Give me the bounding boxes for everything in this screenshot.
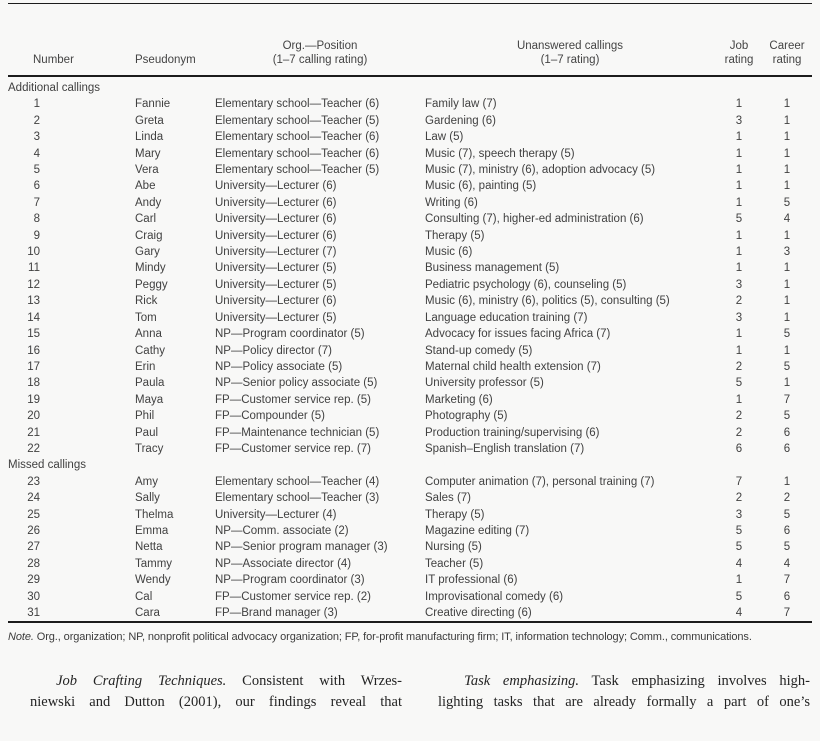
column-header-org-position [215, 40, 425, 67]
table-row [8, 277, 812, 293]
cell-pseudonym: Paula [135, 377, 165, 390]
cell-org-position: University—Lecturer (6) [215, 229, 337, 242]
table-row [8, 589, 812, 605]
cell-unanswered-callings: Music (6), ministry (6), politics (5), consulting (5) [425, 295, 670, 308]
cell-job-rating: 2 [735, 492, 743, 505]
cell-number [8, 146, 135, 162]
column-header-career-rating [763, 40, 811, 67]
table-row [8, 572, 812, 588]
cell-pseudonym: Fannie [135, 98, 171, 111]
cell-career-rating: 1 [783, 98, 791, 111]
cell-pseudonym: Abe [135, 180, 156, 193]
cell-pseudonym: Rick [135, 295, 158, 308]
row-number: 16 [27, 344, 40, 357]
cell-career-rating: 6 [783, 590, 791, 603]
cell-number [8, 556, 135, 572]
cell-unanswered-callings: Writing (6) [425, 196, 478, 209]
table-row [8, 129, 812, 145]
cell-job-rating: 1 [735, 98, 743, 111]
table-row [8, 408, 812, 424]
cell-career-rating: 1 [783, 147, 791, 160]
table-note [8, 630, 812, 645]
cell-unanswered-callings: Therapy (5) [425, 229, 485, 242]
cell-org-position: University—Lecturer (4) [215, 508, 337, 521]
cell-org-position: FP—Customer service rep. (2) [215, 590, 371, 603]
row-number: 20 [27, 410, 40, 423]
cell-number [8, 211, 135, 227]
section-label: Missed callings [8, 459, 86, 472]
cell-pseudonym: Craig [135, 229, 163, 242]
cell-career-rating: 6 [783, 442, 791, 455]
cell-pseudonym: Emma [135, 524, 169, 537]
cell-job-rating: 3 [735, 114, 743, 127]
cell-job-rating: 2 [735, 360, 743, 373]
cell-number [8, 408, 135, 424]
cell-pseudonym: Amy [135, 475, 158, 488]
cell-number [8, 441, 135, 457]
paragraph-line: niewski and Dutton (2001), our findings reveal that [30, 694, 402, 711]
table-row [8, 162, 812, 178]
table-row [8, 211, 812, 227]
cell-pseudonym: Anna [135, 328, 162, 341]
cell-org-position: FP—Customer service rep. (5) [215, 393, 371, 406]
cell-job-rating: 5 [735, 524, 743, 537]
cell-number [8, 425, 135, 441]
cell-pseudonym: Thelma [135, 508, 174, 521]
note-text: Org., organization; NP, nonprofit political advocacy organization; FP, for-profit manufacturing firm; IT, information technology; Comm., communications. [36, 631, 752, 644]
cell-number [8, 178, 135, 194]
row-number: 21 [27, 426, 40, 439]
cell-number [8, 326, 135, 342]
cell-pseudonym: Tammy [135, 557, 173, 570]
cell-unanswered-callings: Marketing (6) [425, 393, 493, 406]
row-number: 4 [33, 147, 40, 160]
cell-unanswered-callings: Language education training (7) [425, 311, 588, 324]
cell-unanswered-callings: Computer animation (7), personal training (7) [425, 475, 655, 488]
cell-job-rating: 5 [735, 213, 743, 226]
cell-pseudonym: Linda [135, 131, 164, 144]
table-bottom-rule [8, 621, 812, 623]
cell-unanswered-callings: Teacher (5) [425, 557, 484, 570]
cell-unanswered-callings: Music (7), speech therapy (5) [425, 147, 575, 160]
row-number: 29 [27, 574, 40, 587]
cell-career-rating: 1 [783, 131, 791, 144]
cell-number [8, 244, 135, 260]
cell-unanswered-callings: Music (6), painting (5) [425, 180, 537, 193]
cell-number [8, 129, 135, 145]
cell-number [8, 474, 135, 490]
cell-pseudonym: Gary [135, 246, 160, 259]
cell-org-position: Elementary school—Teacher (3) [215, 492, 380, 505]
cell-number [8, 539, 135, 555]
cell-pseudonym: Mary [135, 147, 161, 160]
cell-pseudonym: Cal [135, 590, 153, 603]
cell-unanswered-callings: Consulting (7), higher-ed administration (6) [425, 213, 644, 226]
cell-pseudonym: Tom [135, 311, 157, 324]
cell-org-position: NP—Policy associate (5) [215, 360, 343, 373]
cell-number [8, 96, 135, 112]
row-number: 15 [27, 328, 40, 341]
cell-unanswered-callings: Creative directing (6) [425, 607, 532, 619]
row-number: 12 [27, 278, 40, 291]
cell-unanswered-callings: Family law (7) [425, 98, 497, 111]
table-row [8, 605, 812, 621]
table-row [8, 441, 812, 457]
cell-job-rating: 1 [735, 131, 743, 144]
cell-number [8, 310, 135, 326]
table-row [8, 178, 812, 194]
cell-job-rating: 1 [735, 262, 743, 275]
cell-job-rating: 1 [735, 147, 743, 160]
career-rating-line2: rating [772, 53, 802, 66]
cell-number [8, 392, 135, 408]
table-row [8, 375, 812, 391]
cell-career-rating: 1 [783, 295, 791, 308]
cell-pseudonym: Carl [135, 213, 157, 226]
cell-job-rating: 5 [735, 377, 743, 390]
cell-career-rating: 4 [783, 557, 791, 570]
org-position-line1: Org.—Position [282, 40, 358, 52]
cell-org-position: Elementary school—Teacher (6) [215, 131, 380, 144]
job-rating-line1: Job [729, 40, 749, 52]
cell-career-rating: 5 [783, 541, 791, 554]
table-row [8, 96, 812, 112]
cell-org-position: NP—Senior program manager (3) [215, 541, 388, 554]
cell-org-position: NP—Comm. associate (2) [215, 524, 349, 537]
row-number: 23 [27, 475, 40, 488]
row-number: 24 [27, 492, 40, 505]
cell-career-rating: 1 [783, 114, 791, 127]
cell-unanswered-callings: Music (6) [425, 246, 473, 259]
cell-unanswered-callings: Magazine editing (7) [425, 524, 530, 537]
table-row [8, 359, 812, 375]
table-row [8, 523, 812, 539]
cell-org-position: NP—Associate director (4) [215, 557, 352, 570]
cell-number [8, 277, 135, 293]
cell-org-position: Elementary school—Teacher (5) [215, 164, 380, 177]
row-number: 1 [33, 98, 40, 111]
cell-career-rating: 5 [783, 360, 791, 373]
row-number: 18 [27, 377, 40, 390]
cell-unanswered-callings: Nursing (5) [425, 541, 482, 554]
cell-career-rating: 7 [783, 393, 791, 406]
row-number: 5 [33, 164, 40, 177]
cell-number [8, 523, 135, 539]
cell-job-rating: 3 [735, 278, 743, 291]
cell-number [8, 605, 135, 621]
row-number: 26 [27, 524, 40, 537]
cell-org-position: NP—Program coordinator (5) [215, 328, 365, 341]
cell-career-rating: 1 [783, 377, 791, 390]
table-row [8, 425, 812, 441]
table-row [8, 293, 812, 309]
row-number: 25 [27, 508, 40, 521]
cell-unanswered-callings: Business management (5) [425, 262, 560, 275]
table-body [8, 77, 812, 621]
cell-org-position: Elementary school—Teacher (6) [215, 147, 380, 160]
row-number: 19 [27, 393, 40, 406]
column-header-job-rating [715, 40, 763, 67]
cell-number [8, 260, 135, 276]
cell-job-rating: 4 [735, 557, 743, 570]
cell-job-rating: 1 [735, 229, 743, 242]
cell-org-position: University—Lecturer (5) [215, 311, 337, 324]
cell-career-rating: 4 [783, 213, 791, 226]
cell-org-position: University—Lecturer (6) [215, 180, 337, 193]
cell-org-position: University—Lecturer (6) [215, 213, 337, 226]
cell-pseudonym: Phil [135, 410, 155, 423]
cell-org-position: Elementary school—Teacher (6) [215, 98, 380, 111]
table-header-row [8, 4, 812, 75]
row-number: 14 [27, 311, 40, 324]
cell-pseudonym: Wendy [135, 574, 171, 587]
cell-career-rating: 1 [783, 344, 791, 357]
cell-unanswered-callings: Advocacy for issues facing Africa (7) [425, 328, 611, 341]
cell-career-rating: 1 [783, 229, 791, 242]
paragraph-text: Task emphasizing involves high- [579, 673, 810, 690]
cell-job-rating: 2 [735, 295, 743, 308]
cell-org-position: FP—Maintenance technician (5) [215, 426, 380, 439]
cell-number [8, 490, 135, 506]
cell-job-rating: 4 [735, 607, 743, 619]
job-rating-line2: rating [724, 53, 754, 66]
cell-career-rating: 7 [783, 574, 791, 587]
row-number: 27 [27, 541, 40, 554]
cell-org-position: FP—Brand manager (3) [215, 607, 338, 619]
table-row [8, 343, 812, 359]
article-column-right [438, 671, 812, 713]
org-position-line2: (1–7 calling rating) [272, 53, 368, 66]
callings-table [0, 3, 820, 645]
cell-career-rating: 5 [783, 410, 791, 423]
table-row [8, 490, 812, 506]
row-number: 6 [33, 180, 40, 193]
cell-career-rating: 1 [783, 475, 791, 488]
cell-org-position: NP—Program coordinator (3) [215, 574, 365, 587]
article-text [8, 671, 812, 713]
cell-pseudonym: Erin [135, 360, 156, 373]
cell-number [8, 228, 135, 244]
cell-number [8, 343, 135, 359]
row-number: 13 [27, 295, 40, 308]
paragraph-lead: Task emphasizing. [464, 673, 580, 690]
cell-org-position: FP—Compounder (5) [215, 410, 325, 423]
cell-unanswered-callings: Production training/supervising (6) [425, 426, 600, 439]
career-rating-line1: Career [769, 40, 805, 52]
table-row [8, 260, 812, 276]
cell-pseudonym: Vera [135, 164, 159, 177]
cell-career-rating: 1 [783, 278, 791, 291]
unanswered-line1: Unanswered callings [516, 40, 624, 52]
cell-unanswered-callings: Improvisational comedy (6) [425, 590, 564, 603]
row-number: 10 [27, 246, 40, 259]
row-number: 3 [33, 131, 40, 144]
cell-unanswered-callings: Therapy (5) [425, 508, 485, 521]
cell-number [8, 162, 135, 178]
cell-org-position: University—Lecturer (6) [215, 295, 337, 308]
cell-org-position: NP—Policy director (7) [215, 344, 332, 357]
cell-unanswered-callings: Gardening (6) [425, 114, 496, 127]
table-row [8, 310, 812, 326]
row-number: 11 [28, 262, 40, 275]
column-header-pseudonym: Pseudonym [135, 53, 196, 66]
cell-job-rating: 1 [735, 574, 743, 587]
row-number: 8 [33, 213, 40, 226]
cell-job-rating: 1 [735, 196, 743, 209]
cell-pseudonym: Peggy [135, 278, 168, 291]
cell-number [8, 589, 135, 605]
cell-number [8, 113, 135, 129]
cell-pseudonym: Andy [135, 196, 162, 209]
cell-career-rating: 1 [783, 180, 791, 193]
article-column-left [8, 671, 406, 713]
cell-unanswered-callings: Photography (5) [425, 410, 508, 423]
cell-unanswered-callings: Music (7), ministry (6), adoption advocacy (5) [425, 164, 656, 177]
table-row [8, 474, 812, 490]
cell-unanswered-callings: Stand-up comedy (5) [425, 344, 533, 357]
cell-pseudonym: Netta [135, 541, 163, 554]
cell-job-rating: 1 [735, 328, 743, 341]
row-number: 17 [27, 360, 40, 373]
paragraph-line [30, 671, 402, 692]
cell-job-rating: 2 [735, 426, 743, 439]
cell-pseudonym: Sally [135, 492, 160, 505]
table-row [8, 146, 812, 162]
column-header-number: Number [33, 53, 74, 66]
paragraph-line [438, 671, 810, 692]
cell-unanswered-callings: Maternal child health extension (7) [425, 360, 601, 373]
cell-unanswered-callings: University professor (5) [425, 377, 544, 390]
row-number: 9 [33, 229, 40, 242]
cell-pseudonym: Mindy [135, 262, 166, 275]
cell-number [8, 507, 135, 523]
cell-job-rating: 3 [735, 311, 743, 324]
table-row [8, 228, 812, 244]
column-header-unanswered-callings [425, 40, 715, 67]
cell-unanswered-callings: IT professional (6) [425, 574, 518, 587]
unanswered-line2: (1–7 rating) [540, 53, 600, 66]
cell-job-rating: 1 [735, 180, 743, 193]
cell-job-rating: 2 [735, 410, 743, 423]
cell-career-rating: 5 [783, 196, 791, 209]
cell-org-position: Elementary school—Teacher (4) [215, 475, 380, 488]
cell-unanswered-callings: Sales (7) [425, 492, 472, 505]
row-number: 2 [33, 114, 40, 127]
cell-career-rating: 6 [783, 524, 791, 537]
cell-number [8, 375, 135, 391]
cell-career-rating: 3 [783, 246, 791, 259]
cell-org-position: University—Lecturer (5) [215, 262, 337, 275]
cell-job-rating: 1 [735, 246, 743, 259]
cell-org-position: University—Lecturer (7) [215, 246, 337, 259]
cell-job-rating: 6 [735, 442, 743, 455]
paragraph-lead: Job Crafting Techniques. [56, 673, 227, 690]
row-number: 30 [27, 590, 40, 603]
cell-job-rating: 5 [735, 590, 743, 603]
table-row [8, 556, 812, 572]
cell-number [8, 359, 135, 375]
cell-unanswered-callings: Spanish–English translation (7) [425, 442, 585, 455]
row-number: 28 [27, 557, 40, 570]
cell-job-rating: 7 [735, 475, 743, 488]
table-row [8, 539, 812, 555]
cell-org-position: NP—Senior policy associate (5) [215, 377, 378, 390]
cell-unanswered-callings: Pediatric psychology (6), counseling (5) [425, 278, 627, 291]
cell-pseudonym: Tracy [135, 442, 164, 455]
row-number: 7 [33, 196, 40, 209]
cell-org-position: FP—Customer service rep. (7) [215, 442, 371, 455]
cell-number [8, 572, 135, 588]
cell-job-rating: 5 [735, 541, 743, 554]
cell-pseudonym: Paul [135, 426, 159, 439]
table-row [8, 113, 812, 129]
cell-career-rating: 6 [783, 426, 791, 439]
cell-pseudonym: Greta [135, 114, 164, 127]
cell-number [8, 293, 135, 309]
cell-job-rating: 1 [735, 164, 743, 177]
cell-job-rating: 1 [735, 393, 743, 406]
paragraph-text: Consistent with Wrzes- [226, 673, 402, 690]
cell-career-rating: 1 [783, 164, 791, 177]
cell-career-rating: 1 [783, 262, 791, 275]
cell-pseudonym: Cathy [135, 344, 166, 357]
table-row [8, 244, 812, 260]
table-row [8, 326, 812, 342]
table-row [8, 507, 812, 523]
cell-org-position: University—Lecturer (6) [215, 196, 337, 209]
cell-pseudonym: Cara [135, 607, 160, 619]
cell-career-rating: 1 [783, 311, 791, 324]
row-number: 22 [27, 442, 40, 455]
cell-career-rating: 5 [783, 328, 791, 341]
paragraph-line: lighting tasks that are already formally a part of one’s [438, 694, 810, 711]
table-row [8, 195, 812, 211]
cell-pseudonym: Maya [135, 393, 164, 406]
cell-unanswered-callings: Law (5) [425, 131, 464, 144]
cell-org-position: University—Lecturer (5) [215, 278, 337, 291]
cell-job-rating: 1 [735, 344, 743, 357]
note-label: Note. [8, 631, 34, 644]
cell-career-rating: 5 [783, 508, 791, 521]
cell-number [8, 195, 135, 211]
row-number: 31 [27, 607, 40, 619]
cell-org-position: Elementary school—Teacher (5) [215, 114, 380, 127]
table-row [8, 392, 812, 408]
cell-job-rating: 3 [735, 508, 743, 521]
cell-career-rating: 7 [783, 607, 791, 619]
section-label: Additional callings [8, 82, 101, 94]
cell-career-rating: 2 [783, 492, 791, 505]
